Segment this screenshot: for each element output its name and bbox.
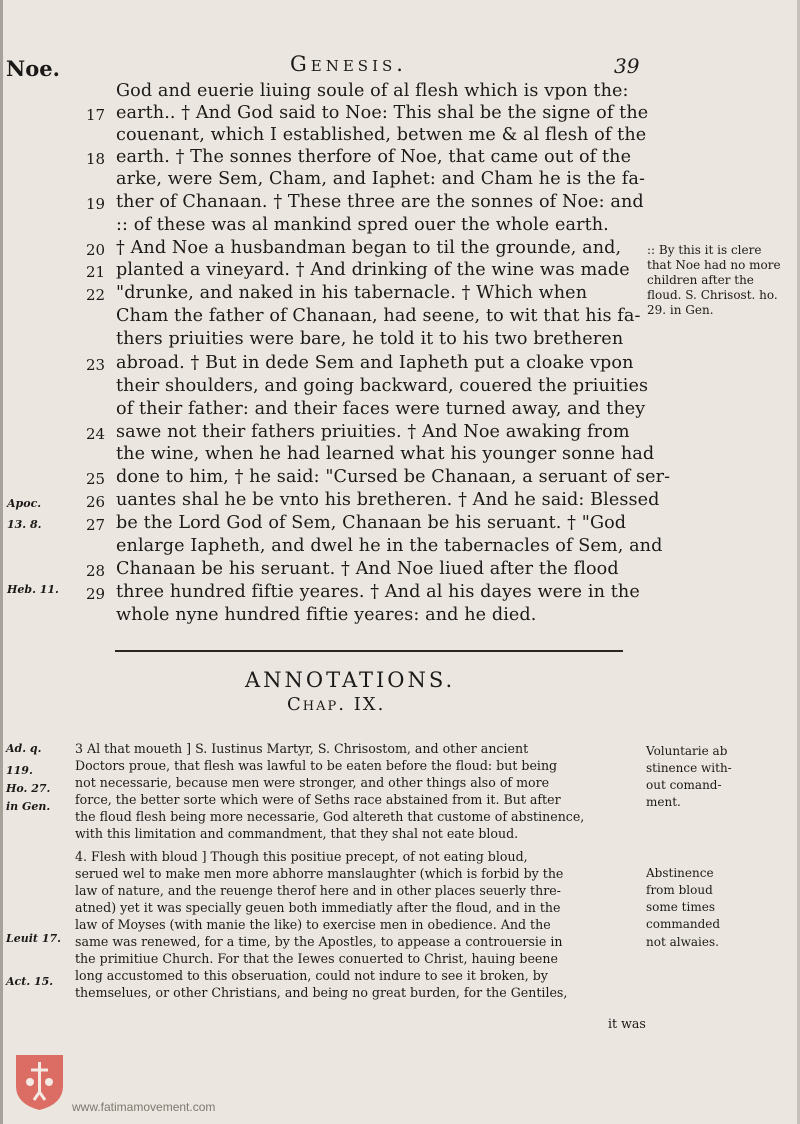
text-line: God and euerie liuing soule of al flesh which is vpon the: <box>116 81 629 101</box>
catchword: it was <box>608 1016 646 1031</box>
watermark-url: www.fatimamovement.com <box>72 1100 216 1114</box>
annotation-line: force, the better sorte which were of Seths race abstained from it. But after <box>75 792 561 807</box>
text-line: uantes shal he be vnto his bretheren. † And he said: Blessed <box>116 490 660 510</box>
annotation-line: serued wel to make men more abhorre manslaughter (which is forbid by the <box>75 866 564 881</box>
text-line: planted a vineyard. † And drinking of the wine was made <box>116 260 630 280</box>
annotation-ref-ho: Ho. 27. <box>6 782 51 795</box>
annotation-line: 3 Al that moueth ] S. Iustinus Martyr, S. Chrisostom, and other ancient <box>75 741 529 756</box>
side-note: Voluntarie ab <box>646 744 728 758</box>
annotation-ref-act: Act. 15. <box>6 975 54 988</box>
verse-number: 29 <box>86 585 106 603</box>
side-note: some times <box>646 900 715 914</box>
text-line: † And Noe a husbandman began to til the grounde, and, <box>116 238 622 258</box>
text-line: ther of Chanaan. † These three are the sonnes of Noe: and <box>116 192 644 212</box>
verse-number: 24 <box>86 425 106 443</box>
text-line: whole nyne hundred fiftie yeares: and he died. <box>116 605 537 625</box>
verse-number: 26 <box>86 493 106 511</box>
annotation-line: the primitiue Church. For that the Iewes conuerted to Christ, hauing beene <box>75 951 558 966</box>
annotations-chapter: Chap. IX. <box>287 694 386 715</box>
text-line: couenant, which I established, betwen me & al flesh of the <box>116 125 647 145</box>
text-line: "drunke, and naked in his tabernacle. † Which when <box>116 283 588 303</box>
text-line: earth. † The sonnes therfore of Noe, that came out of the <box>116 147 632 167</box>
text-line: of their father: and their faces were turned away, and they <box>116 399 646 419</box>
verse-number: 28 <box>86 562 106 580</box>
margin-gloss: :: By this it is clere that Noe had no more children after the floud. S. Chrisost. ho. 29. in Gen. <box>647 243 781 317</box>
text-line: earth.. † And God said to Noe: This shal be the signe of the <box>116 103 649 123</box>
annotation-line: law of Moyses (with manie the like) to exercise men in obedience. And the <box>75 917 551 932</box>
annotation-ref-leuit: Leuit 17. <box>6 932 61 945</box>
annotation-line: 4. Flesh with bloud ] Though this positiue precept, of not eating bloud, <box>75 849 528 864</box>
verse-number: 20 <box>86 241 106 259</box>
annotation-line: the floud flesh being more necessarie, God altereth that custome of abstinence, <box>75 809 585 824</box>
annotation-line: not necessarie, because men were stronger, and other things also of more <box>75 775 550 790</box>
side-note: from bloud <box>646 883 713 897</box>
annotation-line: law of nature, and the reuenge therof here and in other places seuerly thre- <box>75 883 561 898</box>
annotation-line: long accustomed to this obseruation, could not indure to see it broken, by <box>75 968 548 983</box>
annotations-title: ANNOTATIONS. <box>245 668 456 692</box>
verse-number: 25 <box>86 470 106 488</box>
text-line: the wine, when he had learned what his younger sonne had <box>116 444 655 464</box>
text-line: Chanaan be his seruant. † And Noe liued after the flood <box>116 559 619 579</box>
text-line: sawe not their fathers priuities. † And Noe awaking from <box>116 422 630 442</box>
side-note: not alwaies. <box>646 935 719 949</box>
text-line: :: of these was al mankind spred ouer the whole earth. <box>116 215 609 235</box>
text-line: their shoulders, and going backward, couered the priuities <box>116 376 649 396</box>
verse-number: 17 <box>86 106 106 124</box>
text-line: Cham the father of Chanaan, had seene, to wit that his fa- <box>116 306 641 326</box>
side-note: stinence with- <box>646 761 732 775</box>
annotation-line: themselues, or other Christians, and being no great burden, for the Gentiles, <box>75 985 568 1000</box>
text-line: three hundred fiftie yeares. † And al his dayes were in the <box>116 582 640 602</box>
side-note: Abstinence <box>646 866 714 880</box>
text-line: arke, were Sem, Cham, and Iaphet: and Cham he is the fa- <box>116 169 646 189</box>
verse-number: 23 <box>86 356 106 374</box>
page-number: 39 <box>614 54 640 78</box>
annotation-line: atned) yet it was specially geuen both immediatly after the floud, and in the <box>75 900 561 915</box>
verse-number: 21 <box>86 263 106 281</box>
text-line: abroad. † But in dede Sem and Iapheth put a cloake vpon <box>116 353 634 373</box>
side-note: commanded <box>646 917 721 931</box>
section-divider <box>115 650 623 652</box>
verse-number: 27 <box>86 516 106 534</box>
annotation-line: with this limitation and commandment, that they shal not eate bloud. <box>75 826 519 841</box>
annotation-line: same was renewed, for a time, by the Apostles, to appease a controuersie in <box>75 934 563 949</box>
margin-ref-apoc: Apoc. <box>7 497 42 510</box>
verse-number: 18 <box>86 150 106 168</box>
text-line: thers priuities were bare, he told it to his two bretheren <box>116 329 624 349</box>
annotation-line: Doctors proue, that flesh was lawful to be eaten before the floud: but being <box>75 758 558 773</box>
side-note: ment. <box>646 795 681 809</box>
text-line: done to him, † he said: "Cursed be Chanaan, a seruant of ser- <box>116 467 671 487</box>
page-spine-shadow <box>0 0 3 1124</box>
fatima-seal-icon <box>12 1052 67 1112</box>
running-title: Genesis. <box>290 52 407 76</box>
annotation-ref-in-gen: in Gen. <box>6 800 51 813</box>
verse-number: 19 <box>86 195 106 213</box>
text-line: enlarge Iapheth, and dwel he in the tabernacles of Sem, and <box>116 536 663 556</box>
text-line: be the Lord God of Sem, Chanaan be his seruant. † "God <box>116 513 627 533</box>
annotation-ref-ad-number: 119. <box>6 764 33 777</box>
running-head-left: Noe. <box>6 56 60 81</box>
verse-number: 22 <box>86 286 106 304</box>
margin-ref-heb: Heb. 11. <box>7 583 59 596</box>
margin-ref-apoc-number: 13. 8. <box>7 518 42 531</box>
side-note: out comand- <box>646 778 722 792</box>
annotation-ref-ad: Ad. q. <box>6 742 42 755</box>
